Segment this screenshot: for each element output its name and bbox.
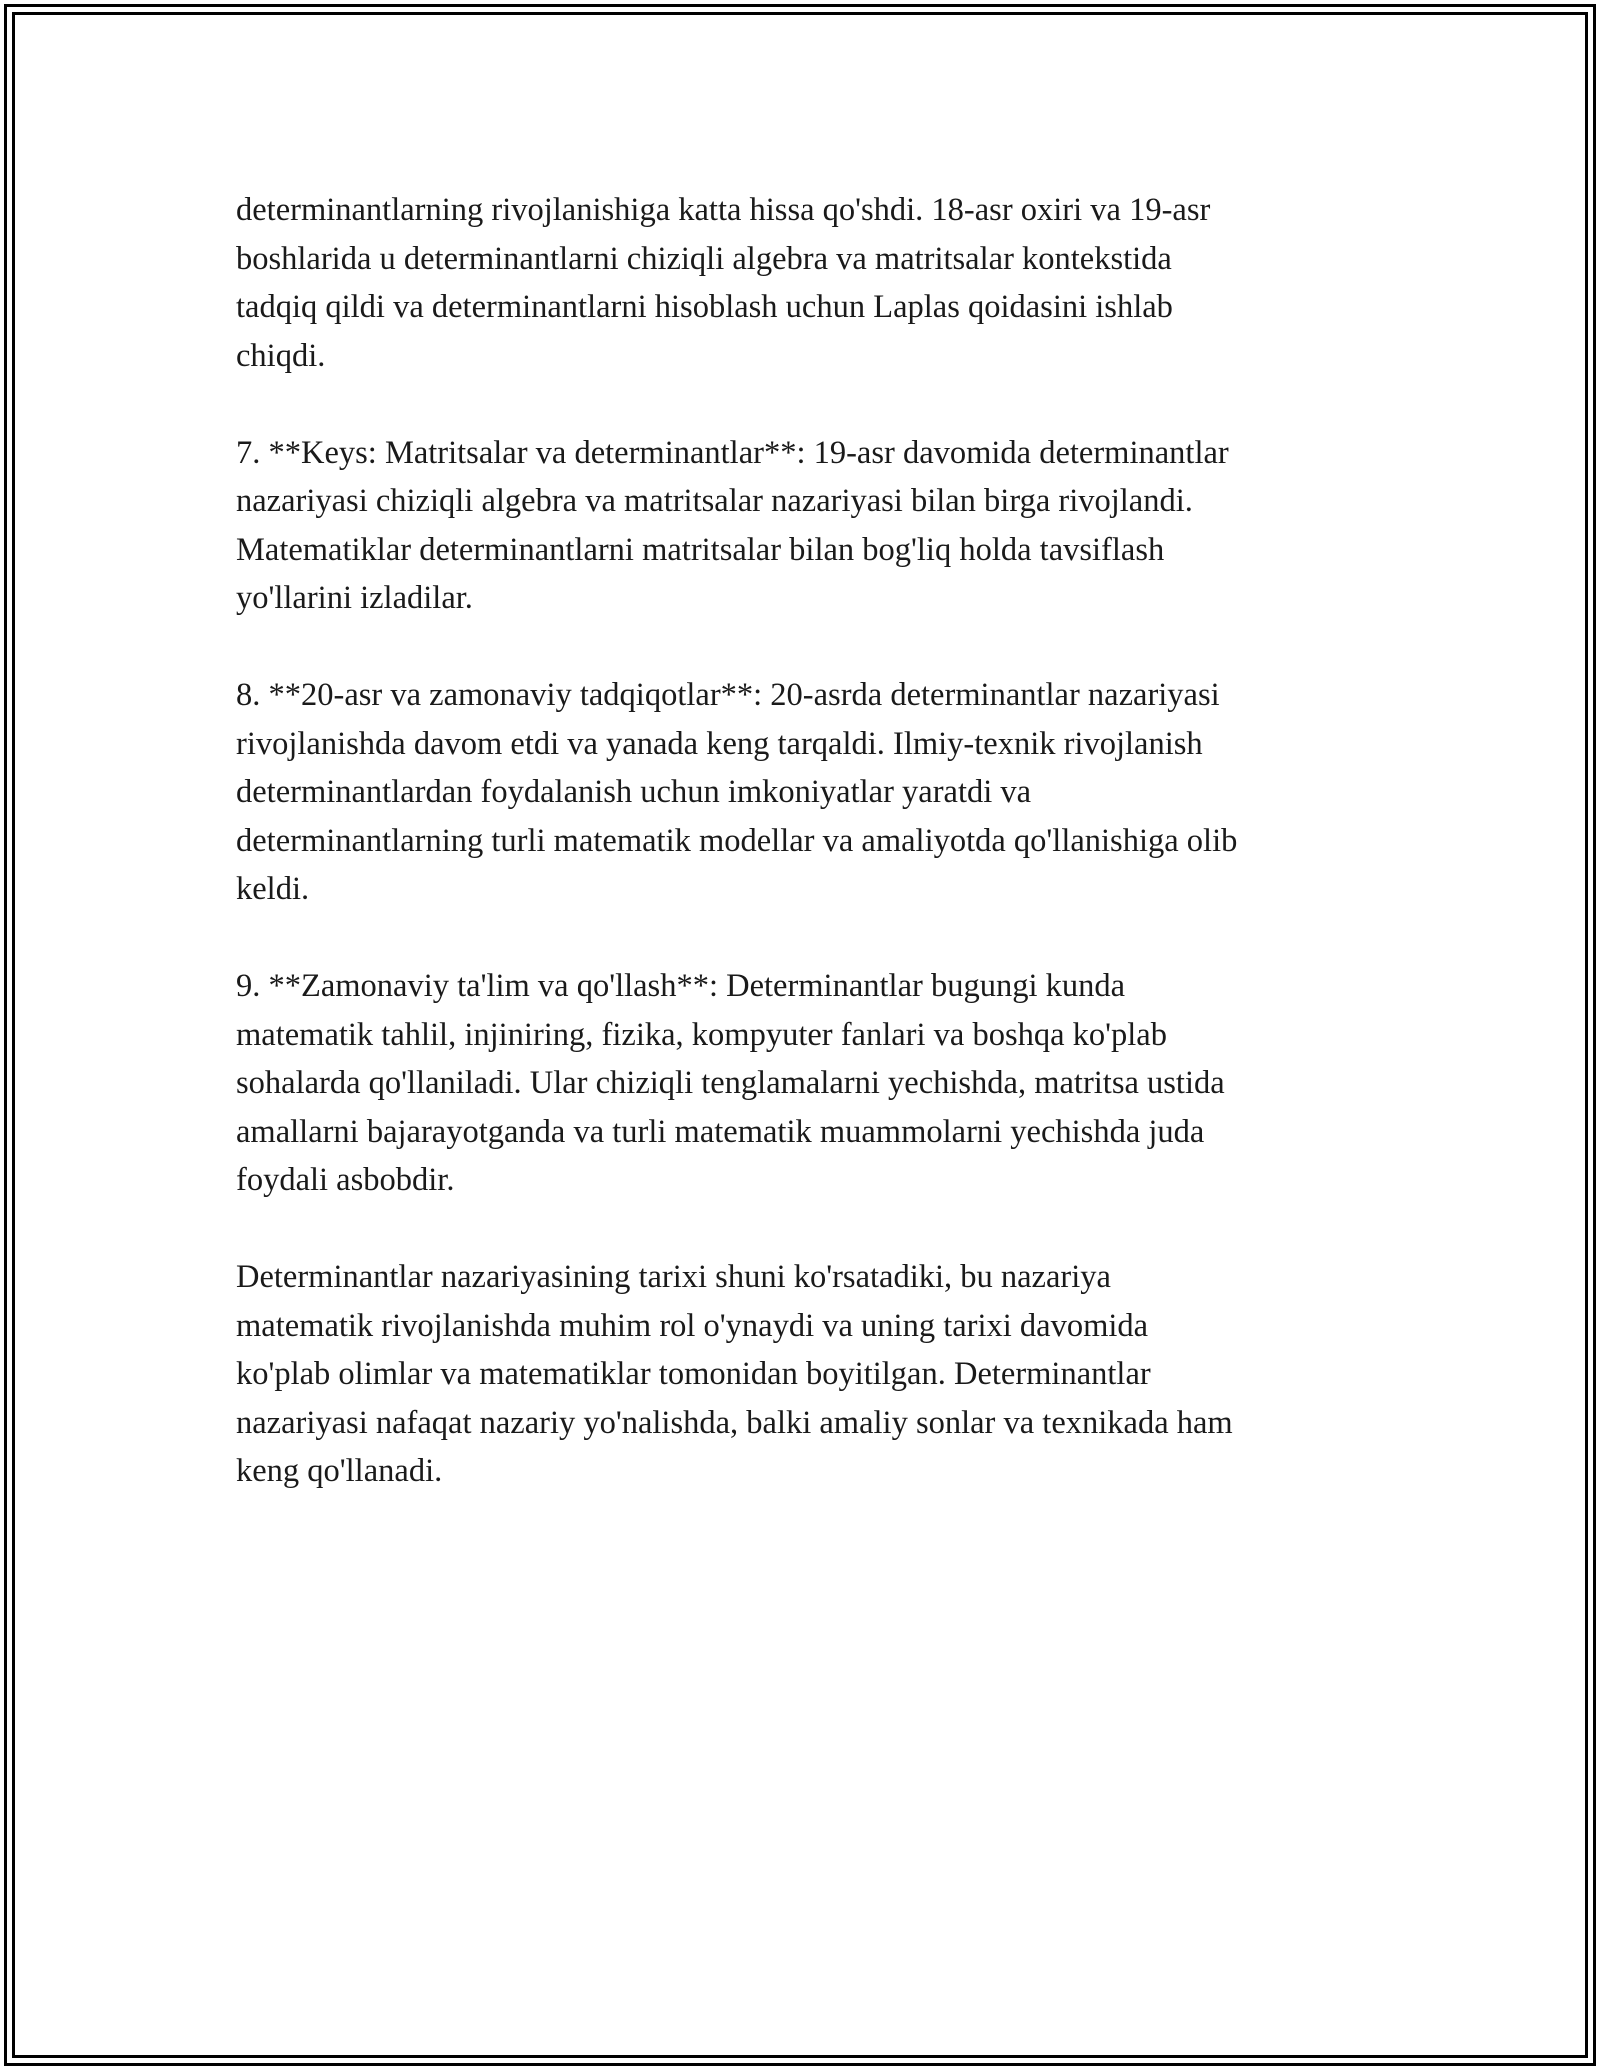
- text-line: yo'llarini izladilar.: [236, 580, 473, 616]
- paragraph-item-9: [236, 962, 1396, 1205]
- text-line: 7. **Keys: Matritsalar va determinantlar**: 19-asr davomida determinantlar: [236, 434, 1229, 471]
- document-body: [236, 186, 1396, 1544]
- text-line: Determinantlar nazariyasining tarixi shuni ko'rsatadiki, bu nazariya: [236, 1259, 1111, 1295]
- text-line: foydali asbobdir.: [236, 1162, 455, 1198]
- text-line: 9. **Zamonaviy ta'lim va qo'llash**: Determinantlar bugungi kunda: [236, 968, 1126, 1004]
- text-line: keldi.: [236, 871, 310, 907]
- text-line: ko'plab olimlar va matematiklar tomonidan boyitilgan. Determinantlar: [236, 1356, 1151, 1392]
- text-line: matematik tahlil, injiniring, fizika, kompyuter fanlari va boshqa ko'plab: [236, 1016, 1167, 1053]
- text-line: nazariyasi chiziqli algebra va matritsalar nazariyasi bilan birga rivojlandi.: [236, 483, 1193, 519]
- paragraph-laplace-continuation: [236, 186, 1396, 380]
- paragraph-item-7: [236, 429, 1396, 623]
- paragraph-item-8: [236, 671, 1396, 914]
- text-line: amallarni bajarayotganda va turli matematik muammolarni yechishda juda: [236, 1113, 1205, 1150]
- text-line: determinantlarning rivojlanishiga katta hissa qo'shdi. 18-asr oxiri va 19-asr: [236, 192, 1211, 228]
- text-line: nazariyasi nafaqat nazariy yo'nalishda, balki amaliy sonlar va texnikada ham: [236, 1404, 1233, 1441]
- text-line: boshlarida u determinantlarni chiziqli algebra va matritsalar kontekstida: [236, 240, 1172, 277]
- text-line: determinantlarning turli matematik modellar va amaliyotda qo'llanishiga olib: [236, 822, 1238, 859]
- text-line: tadqiq qildi va determinantlarni hisoblash uchun Laplas qoidasini ishlab: [236, 289, 1173, 325]
- paragraph-conclusion: [236, 1253, 1396, 1496]
- text-line: matematik rivojlanishda muhim rol o'ynaydi va uning tarixi davomida: [236, 1307, 1149, 1344]
- text-line: determinantlardan foydalanish uchun imkoniyatlar yaratdi va: [236, 774, 1032, 810]
- text-line: sohalarda qo'llaniladi. Ular chiziqli tenglamalarni yechishda, matritsa ustida: [236, 1065, 1225, 1101]
- text-line: rivojlanishda davom etdi va yanada keng tarqaldi. Ilmiy-texnik rivojlanish: [236, 725, 1203, 762]
- text-line: keng qo'llanadi.: [236, 1453, 443, 1489]
- text-line: 8. **20-asr va zamonaviy tadqiqotlar**: 20-asrda determinantlar nazariyasi: [236, 677, 1220, 713]
- text-line: Matematiklar determinantlarni matritsalar bilan bog'liq holda tavsiflash: [236, 531, 1165, 568]
- text-line: chiqdi.: [236, 337, 326, 374]
